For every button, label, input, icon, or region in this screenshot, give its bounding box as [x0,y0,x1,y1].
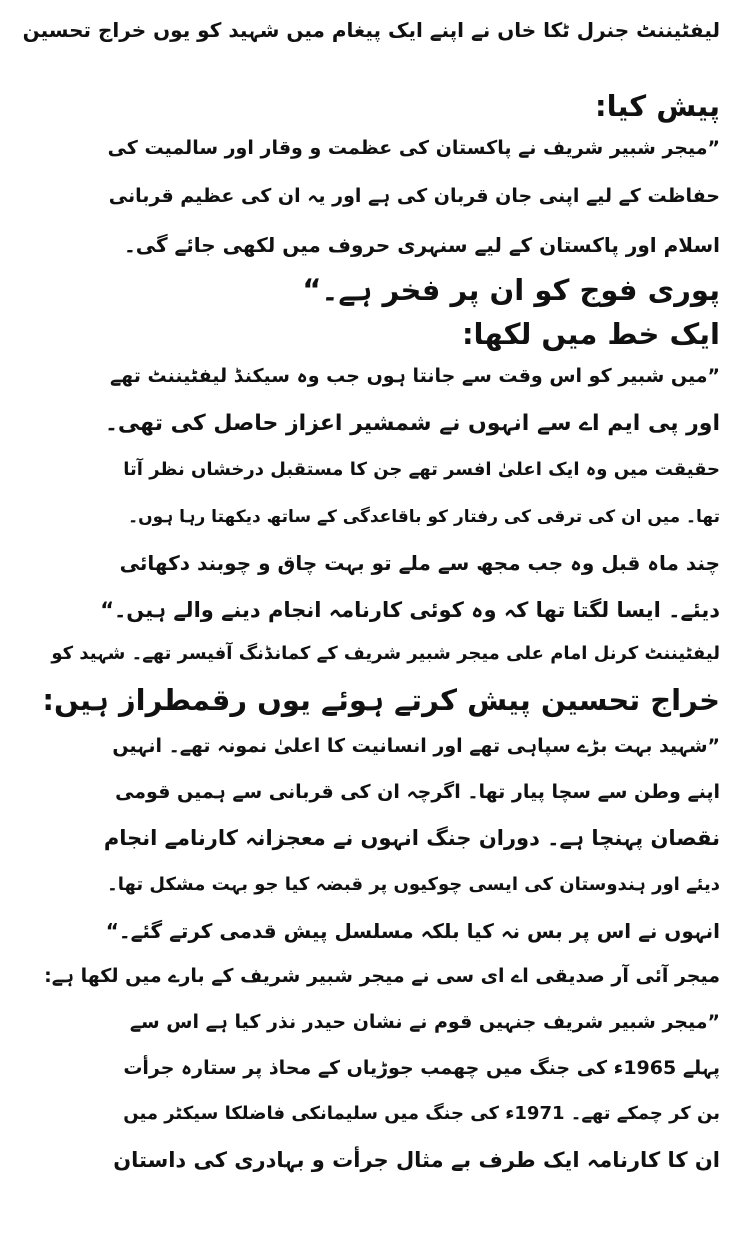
text-line: خراج تحسین پیش کرتے ہوئے یوں رقمطراز ہیں: [42,683,720,717]
text-line: پیش کیا: [594,89,720,123]
text-line: لیفٹیننٹ جنرل ٹکا خاں نے اپنے ایک پیغام میں شہید کو یوں خراج تحسین [22,18,720,42]
text-line: حفاظت کے لیے اپنی جان قربان کی ہے اور یہ ان کی عظیم قربانی [108,185,720,207]
text-line: ان کا کارنامہ ایک طرف بے مثال جرأت و بہادری کی داستان [113,1148,720,1172]
text-line: حقیقت میں وہ ایک اعلیٰ افسر تھے جن کا مستقبل درخشاں نظر آتا [123,459,720,480]
text-line: ”میجر شبیر شریف جنہیں قوم نے نشان حیدر نذر کیا ہے اس سے [129,1011,720,1033]
text-line: ایک خط میں لکھا: [461,317,720,351]
text-line: ”شہید بہت بڑے سپاہی تھے اور انسانیت کا اعلیٰ نمونہ تھے۔ انہیں [112,735,720,757]
text-line: چند ماہ قبل وہ جب مجھ سے ملے تو بہت چاق و چوبند دکھائی [119,551,720,575]
text-line: بن کر چمکے تھے۔ 1971ء کی جنگ میں سلیمانکی فاضلکا سیکٹر میں [123,1103,720,1124]
text-line: ”میں شبیر کو اس وقت سے جانتا ہوں جب وہ سیکنڈ لیفٹیننٹ تھے [110,365,720,387]
text-line: تھا۔ میں ان کی ترقی کی رفتار کو باقاعدگی کے ساتھ دیکھتا رہا ہوں۔ [128,507,720,527]
text-line: اسلام اور پاکستان کے لیے سنہری حروف میں لکھی جائے گی۔ [124,233,720,257]
text-line: دیئے اور ہندوستان کی ایسی چوکیوں پر قبضہ کیا جو بہت مشکل تھا۔ [107,874,720,895]
text-line: نقصان پہنچا ہے۔ دوران جنگ انہوں نے معجزانہ کارنامے انجام [103,826,720,850]
text-line: دیئے۔ ایسا لگتا تھا کہ وہ کوئی کارنامہ انجام دینے والے ہیں۔“ [100,598,720,622]
text-line: اپنے وطن سے سچا پیار تھا۔ اگرچہ ان کی قربانی سے ہمیں قومی [115,781,720,803]
text-line: انہوں نے اس پر بس نہ کیا بلکہ مسلسل پیش قدمی کرتے گئے۔“ [105,919,720,943]
text-line: اور پی ایم اے سے انہوں نے شمشیر اعزاز حاصل کی تھی۔ [105,411,720,436]
text-line: پہلے 1965ء کی جنگ میں چھمب جوڑیاں کے محاذ پر ستارہ جرأت [123,1057,720,1079]
text-line: ”میجر شبیر شریف نے پاکستان کی عظمت و وقار اور سالمیت کی [107,137,720,159]
text-line: پوری فوج کو ان پر فخر ہے۔“ [302,273,720,307]
text-line: لیفٹیننٹ کرنل امام علی میجر شبیر شریف کے کمانڈنگ آفیسر تھے۔ شہید کو [51,643,720,664]
text-line: میجر آئی آر صدیقی اے ای سی نے میجر شبیر شریف کے بارے میں لکھا ہے: [44,965,720,987]
